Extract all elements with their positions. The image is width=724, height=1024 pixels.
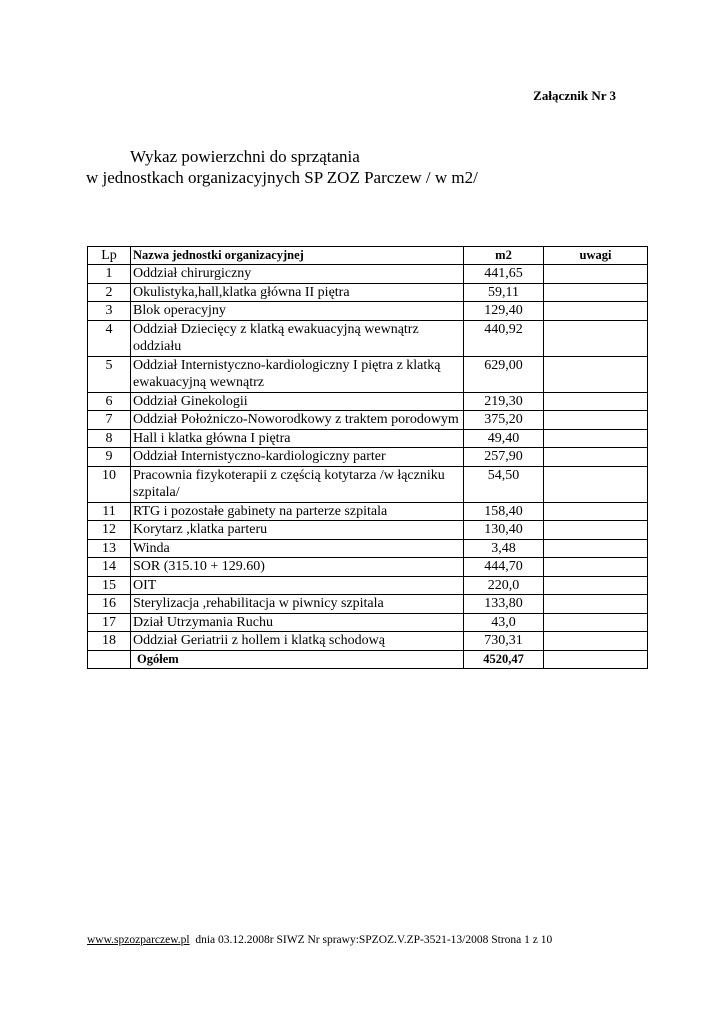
row-lp: 10 [88,466,131,502]
row-m2: 444,70 [464,558,544,577]
total-label: Ogółem [131,650,464,669]
total-row [88,650,648,669]
row-notes [544,411,648,430]
row-m2: 129,40 [464,302,544,321]
table-row [88,466,648,502]
header-lp: Lp [88,247,131,265]
row-m2: 49,40 [464,429,544,448]
row-notes [544,466,648,502]
row-notes [544,595,648,614]
row-lp: 5 [88,356,131,392]
row-lp: 2 [88,283,131,302]
row-lp: 1 [88,265,131,284]
row-lp: 15 [88,576,131,595]
table-row [88,632,648,651]
row-lp: 9 [88,448,131,467]
table-row [88,356,648,392]
row-m2: 219,30 [464,392,544,411]
row-name: Winda [131,539,464,558]
header-notes: uwagi [544,247,648,265]
row-name: Korytarz ,klatka parteru [131,521,464,540]
footer-link[interactable]: www.spzozparczew.pl [87,934,190,946]
row-m2: 158,40 [464,502,544,521]
row-notes [544,429,648,448]
total-m2: 4520,47 [464,650,544,669]
row-name: Oddział Geriatrii z hollem i klatką schodową [131,632,464,651]
row-m2: 3,48 [464,539,544,558]
row-notes [544,448,648,467]
row-notes [544,283,648,302]
table-row [88,429,648,448]
row-name: Oddział Położniczo-Noworodkowy z traktem porodowym [131,411,464,430]
row-name: Okulistyka,hall,klatka główna II piętra [131,283,464,302]
row-name: OIT [131,576,464,595]
table-row [88,613,648,632]
row-name: Oddział Internistyczno-kardiologiczny parter [131,448,464,467]
total-notes [544,650,648,669]
row-m2: 130,40 [464,521,544,540]
row-notes [544,539,648,558]
table-row [88,558,648,577]
row-name: Sterylizacja ,rehabilitacja w piwnicy szpitala [131,595,464,614]
title-line-2: w jednostkach organizacyjnych SP ZOZ Parczew / w m2/ [86,168,478,187]
row-notes [544,576,648,595]
row-m2: 730,31 [464,632,544,651]
table-row [88,302,648,321]
row-notes [544,265,648,284]
row-m2: 441,65 [464,265,544,284]
row-m2: 375,20 [464,411,544,430]
row-m2: 440,92 [464,320,544,356]
row-m2: 257,90 [464,448,544,467]
row-m2: 59,11 [464,283,544,302]
row-lp: 16 [88,595,131,614]
row-lp: 3 [88,302,131,321]
document-title [0,146,660,188]
row-lp: 8 [88,429,131,448]
row-m2: 629,00 [464,356,544,392]
row-notes [544,521,648,540]
table-header-row [88,247,648,265]
row-notes [544,392,648,411]
table-row [88,411,648,430]
footer-text: dnia 03.12.2008r SIWZ Nr sprawy:SPZOZ.V.ZP-3521-13/2008 Strona 1 z 10 [189,934,553,946]
row-notes [544,302,648,321]
row-name: Blok operacyjny [131,302,464,321]
row-name: Pracownia fizykoterapii z częścią kotytarza /w łączniku szpitala/ [131,466,464,502]
table-row [88,320,648,356]
header-m2: m2 [464,247,544,265]
row-name: RTG i pozostałe gabinety na parterze szpitala [131,502,464,521]
table-row [88,521,648,540]
total-lp [88,650,131,669]
row-name: SOR (315.10 + 129.60) [131,558,464,577]
row-notes [544,356,648,392]
row-notes [544,320,648,356]
row-name: Dział Utrzymania Ruchu [131,613,464,632]
row-lp: 7 [88,411,131,430]
area-table [87,246,648,669]
row-lp: 4 [88,320,131,356]
row-notes [544,502,648,521]
row-name: Oddział Internistyczno-kardiologiczny I piętra z klatką ewakuacyjną wewnątrz [131,356,464,392]
table-row [88,539,648,558]
row-m2: 43,0 [464,613,544,632]
row-m2: 220,0 [464,576,544,595]
table-row [88,265,648,284]
table-row [88,502,648,521]
row-name: Oddział chirurgiczny [131,265,464,284]
table-row [88,595,648,614]
header-name: Nazwa jednostki organizacyjnej [131,247,464,265]
row-name: Oddział Dziecięcy z klatką ewakuacyjną wewnątrz oddziału [131,320,464,356]
row-lp: 18 [88,632,131,651]
row-name: Oddział Ginekologii [131,392,464,411]
row-lp: 14 [88,558,131,577]
attachment-label: Załącznik Nr 3 [533,88,616,103]
row-notes [544,613,648,632]
row-m2: 133,80 [464,595,544,614]
title-line-1: Wykaz powierzchni do sprzątania [130,147,360,166]
row-notes [544,632,648,651]
row-lp: 13 [88,539,131,558]
row-lp: 17 [88,613,131,632]
table-row [88,392,648,411]
row-lp: 6 [88,392,131,411]
row-lp: 11 [88,502,131,521]
table-row [88,576,648,595]
table-row [88,448,648,467]
row-m2: 54,50 [464,466,544,502]
footer [87,934,552,946]
row-notes [544,558,648,577]
row-name: Hall i klatka główna I piętra [131,429,464,448]
row-lp: 12 [88,521,131,540]
table-row [88,283,648,302]
